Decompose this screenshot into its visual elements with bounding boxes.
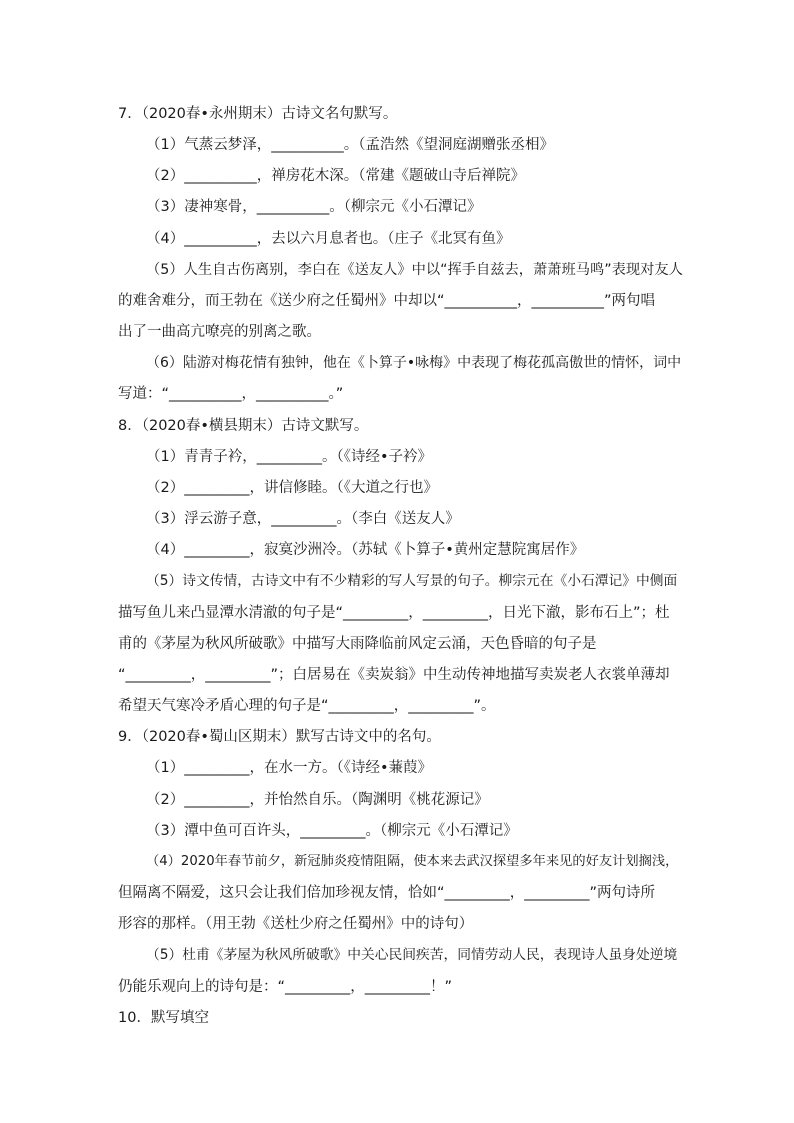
q9-item-4-line-1: （4）2020年春节前夕，新冠肺炎疫情阻隔，使本来去武汉探望多年来见的好友计划搁浅， bbox=[146, 854, 679, 869]
q9-item-2: （2）_________，并怡然自乐。（陶渊明《桃花源记》 bbox=[146, 792, 489, 808]
q7-item-2: （2）__________，禅房花木深。（常建《题破山寺后禅院》 bbox=[146, 168, 525, 184]
q8-item-4: （4）_________，寂寞沙洲冷。（苏轼《卜算子•黄州定慧院寓居作》 bbox=[146, 542, 585, 558]
q9-item-4-line-2: 但隔离不隔爱，这只会让我们倍加珍视友情，恰如“_________，_________”两句诗所 bbox=[118, 885, 656, 901]
q7-item-6-line-2: 写道：“__________，__________。” bbox=[118, 386, 344, 402]
q7-item-6-line-1: （6）陆游对梅花情有独钟，他在《卜算子•咏梅》中表现了梅花孤高傲世的情怀，词中 bbox=[146, 355, 682, 371]
question-10-header: 10．默写填空 bbox=[118, 1010, 209, 1026]
q9-item-1: （1）_________，在水一方。（《诗经•蒹葭》 bbox=[146, 760, 433, 776]
q7-item-5-line-3: 出了一曲高亢嘹亮的别离之歌。 bbox=[118, 324, 321, 340]
question-9-header: 9．（2020春•蜀山区期末）默写古诗文中的名句。 bbox=[118, 729, 441, 745]
q7-item-3: （3）凄神寒骨，__________。（柳宗元《小石潭记》 bbox=[146, 199, 482, 215]
question-7-header: 7．（2020春•永州期末）古诗文名句默写。 bbox=[118, 106, 398, 122]
q7-item-5-line-1: （5）人生自古伤离别，李白在《送友人》中以“挥手自兹去，萧萧班马鸣”表现对友人 bbox=[146, 262, 683, 278]
q9-item-3: （3）潭中鱼可百许头，_________。（柳宗元《小石潭记》 bbox=[146, 823, 518, 839]
q9-item-5-line-2: 仍能乐观向上的诗句是：“_________，_________！” bbox=[118, 979, 453, 995]
q8-item-5-line-2: 描写鱼儿来凸显潭水清澈的句子是“_________，_________，日光下澈，影布石上”；杜 bbox=[118, 605, 670, 621]
q8-item-3: （3）浮云游子意，_________。（李白《送友人》 bbox=[146, 511, 460, 527]
q9-item-5-line-1: （5）杜甫《茅屋为秋风所破歌》中关心民间疾苦，同情劳动人民，表现诗人虽身处逆境 bbox=[146, 947, 678, 963]
q9-item-4-line-3: 形容的那样。（用王勃《送杜少府之任蜀州》中的诗句） bbox=[118, 916, 474, 932]
q8-item-5-line-4: “_________，_________”；白居易在《卖炭翁》中生动传神地描写卖炭老人衣裳单薄却 bbox=[118, 667, 670, 683]
q8-item-5-line-3: 甫的《茅屋为秋风所破歌》中描写大雨降临前风定云涌，天色昏暗的句子是 bbox=[118, 636, 597, 652]
q7-item-4: （4）__________，去以六月息者也。（庄子《北冥有鱼》 bbox=[146, 231, 511, 247]
q8-item-1: （1）青青子衿，_________。（《诗经•子衿》 bbox=[146, 449, 433, 465]
q7-item-5-line-2: 的难舍难分，而王勃在《送少府之任蜀州》中却以“__________，__________”两句唱 bbox=[118, 293, 656, 309]
q8-item-5-line-1: （5）诗文传情，古诗文中有不少精彩的写人写景的句子。柳宗元在《小石潭记》中侧面 bbox=[146, 573, 678, 589]
q7-item-1: （1）气蒸云梦泽，__________。（孟浩然《望洞庭湖赠张丞相》 bbox=[146, 137, 554, 153]
q8-item-5-line-5: 希望天气寒冷矛盾心理的句子是“_________，_________”。 bbox=[118, 698, 496, 714]
question-8-header: 8．（2020春•横县期末）古诗文默写。 bbox=[118, 418, 369, 434]
q8-item-2: （2）_________，讲信修睦。（《大道之行也》 bbox=[146, 480, 438, 496]
